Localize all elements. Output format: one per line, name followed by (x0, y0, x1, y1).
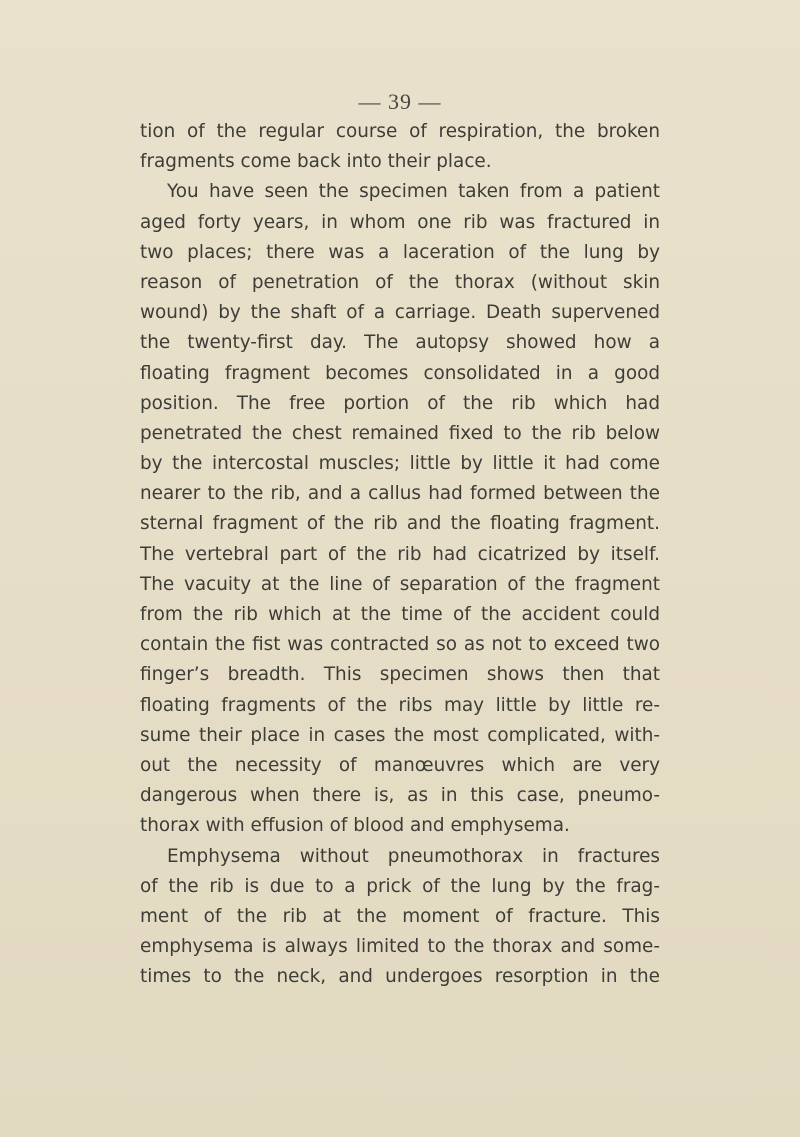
text-line: dangerous when there is, as in this case, pneumo- (140, 785, 660, 807)
page-number: — 39 — (358, 89, 442, 114)
text-line: aged forty years, in whom one rib was fractured in (140, 211, 660, 233)
text-line: sume their place in cases the most complicated, with- (140, 724, 660, 746)
text-line: ment of the rib at the moment of fracture. This (140, 905, 660, 927)
text-line: thorax with effusion of blood and emphysema. (140, 815, 570, 837)
text-line: emphysema is always limited to the thorax and some- (140, 936, 660, 958)
text-line: from the rib which at the time of the accident could (140, 604, 660, 625)
text-line: of the rib is due to a prick of the lung by the frag- (140, 875, 660, 897)
text-line: two places; there was a laceration of the lung by (140, 241, 660, 263)
text-line: nearer to the rib, and a callus had formed between the (140, 483, 660, 505)
body-text (140, 117, 660, 992)
text-line: reason of penetration of the thorax (without skin (140, 271, 660, 293)
text-line: finger’s breadth. This specimen shows then that (140, 664, 660, 686)
text-line: The vacuity at the line of separation of the fragment (140, 573, 660, 595)
text-line: floating fragment becomes consolidated in a good (140, 362, 660, 384)
text-line: by the intercostal muscles; little by little it had come (140, 453, 660, 475)
text-line: contain the fist was contracted so as not to exceed two (140, 634, 660, 656)
text-line: out the necessity of manœuvres which are very (140, 754, 660, 776)
text-line: tion of the regular course of respiration, the broken (140, 121, 660, 142)
text-line: position. The free portion of the rib which had (140, 392, 660, 414)
text-line: floating fragments of the ribs may little by little re- (140, 694, 660, 716)
text-line: times to the neck, and undergoes resorption in the (140, 966, 660, 988)
text-line: the twenty-first day. The autopsy showed how a (140, 332, 660, 354)
text-line: You have seen the specimen taken from a patient (167, 181, 660, 203)
text-line: wound) by the shaft of a carriage. Death supervened (140, 302, 660, 324)
text-line: sternal fragment of the rib and the floating fragment. (140, 513, 660, 535)
text-line: penetrated the chest remained fixed to the rib below (140, 422, 660, 444)
text-line: The vertebral part of the rib had cicatrized by itself. (140, 543, 660, 565)
text-line: Emphysema without pneumothorax in fractures (167, 845, 660, 867)
text-line: fragments come back into their place. (140, 151, 492, 173)
